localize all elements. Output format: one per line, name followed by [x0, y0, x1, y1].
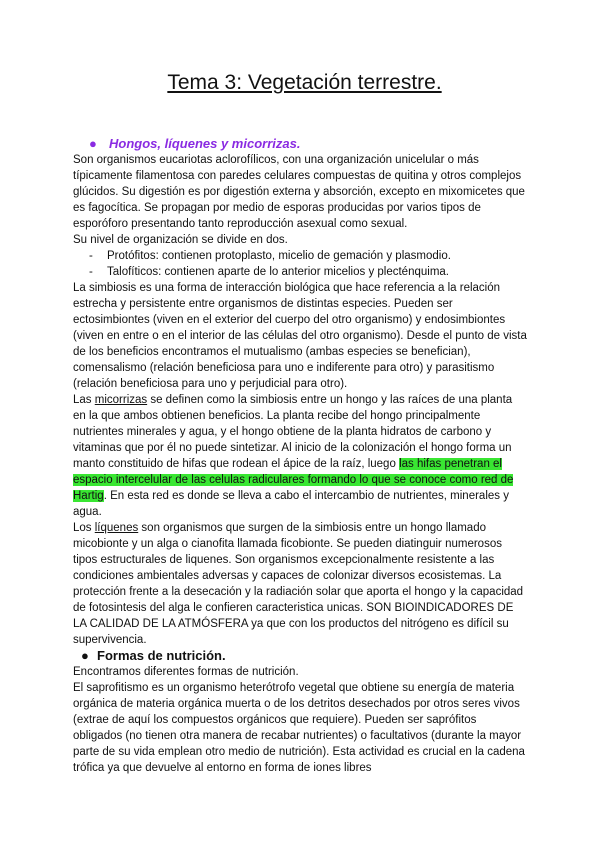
text-span: Las — [73, 394, 95, 406]
text-span: se definen como la simbiosis entre un hongo y las raíces de una planta en la que ambos obtienen beneficios. La planta recibe del hongo principalmente nutrientes minerales y agua, y el hongo obtiene de la planta hidratos de carbono y vitaminas que por él no puede sintetizar. Al inicio de la colonización el hongo forma un manto constituido de hifas que rodean el ápice de la raíz, luego — [73, 394, 513, 470]
paragraph-organization: Su nivel de organización se divide en dos. — [73, 234, 288, 246]
list-item: - Talofíticos: contienen aparte de lo anterior micelios y plecténquima. — [89, 264, 528, 280]
organization-list — [73, 248, 528, 280]
paragraph-micorrizas — [73, 392, 528, 520]
list-item: - Protófitos: contienen protoplasto, micelio de gemación y plasmodio. — [89, 248, 528, 264]
bullet-icon: ● — [81, 648, 89, 663]
paragraph-saprofitismo: El saprofitismo es un organismo heterótrofo vegetal que obtiene su energía de materia orgánica de materia orgánica muerta o de los detritos desechados por otros seres vivos (extrae de aquí los compuestos orgánicos que requiere). Pueden ser saprófitos obligados (no tienen otra manera de recabar nutrientes) o facultativos (durante la mayor parte de su vida emplean otro medio de nutrición). Esta actividad es crucial en la cadena trófica ya que devuelve al entorno en forma de iones libres — [73, 682, 525, 774]
text-span: Los — [73, 522, 95, 534]
document-page — [73, 70, 528, 776]
paragraph-liquenes — [73, 520, 528, 648]
term-liquenes: líquenes — [94, 522, 139, 534]
text-span: . En esta red es donde se lleva a cabo el intercambio de nutrientes, minerales y agua. — [73, 490, 509, 518]
section-heading-text: Formas de nutrición. — [97, 648, 226, 663]
section-heading-hongos — [73, 136, 528, 152]
term-micorrizas: micorrizas — [94, 394, 148, 406]
paragraph-nutricion-intro: Encontramos diferentes formas de nutrición. — [73, 666, 299, 678]
page-title: Tema 3: Vegetación terrestre. — [167, 71, 442, 94]
bullet-icon: ● — [89, 136, 97, 151]
highlighted-text: las hifas penetran el espacio intercelular de las celulas radiculares formando lo que se conoce como red de Hartig — [73, 458, 514, 502]
paragraph-simbiosis: La simbiosis es una forma de interacción biológica que hace referencia a la relación estrecha y persistente entre organismos de distintas especies. Pueden ser ectosimbiontes (viven en el exterior del cuerpo del otro organismo) y endosimbiontes (viven en entre o en el interior de las células del otro organismo). Desde el punto de vista de los beneficios encontramos el mutualismo (ambas especies se benefician), comensalismo (relación beneficiosa para uno e indiferente para otro) y parasitismo (relación beneficiosa para uno y perjudicial para otro). — [73, 282, 527, 390]
section-heading-text: Hongos, líquenes y micorrizas. — [109, 136, 301, 151]
text-span: son organismos que surgen de la simbiosis entre un hongo llamado micobionte y un alga o cianofita llamada ficobionte. Se pueden diatinguir numerosos tipos estructurales de liquenes. Son organismos excepcionalmente resistente a las condiciones ambientales adversas y capaces de colonizar diversos ecosistemas. La protección frente a la desecación y la radiación solar que aporta el hongo y la capacidad de fotosintesis del alga le confieren caracteristica unicas. SON BIOINDICADORES DE LA CALIDAD DE LA ATMÓSFERA ya que con los productos del nitrógeno es difícil su supervivencia. — [73, 522, 524, 646]
paragraph-intro: Son organismos eucariotas aclorofílicos, con una organización unicelular o más típicamente filamentosa con paredes celulares compuestas de quitina y otros complejos glúcidos. Su digestión es por digestión externa y absorción, excepto en mixomicetes que es fagocítica. Se propagan por medio de esporas producidas por varios tipos de esporóforo presentando tanto reproducción asexual como sexual. — [73, 154, 525, 230]
section-heading-nutricion — [73, 648, 528, 664]
